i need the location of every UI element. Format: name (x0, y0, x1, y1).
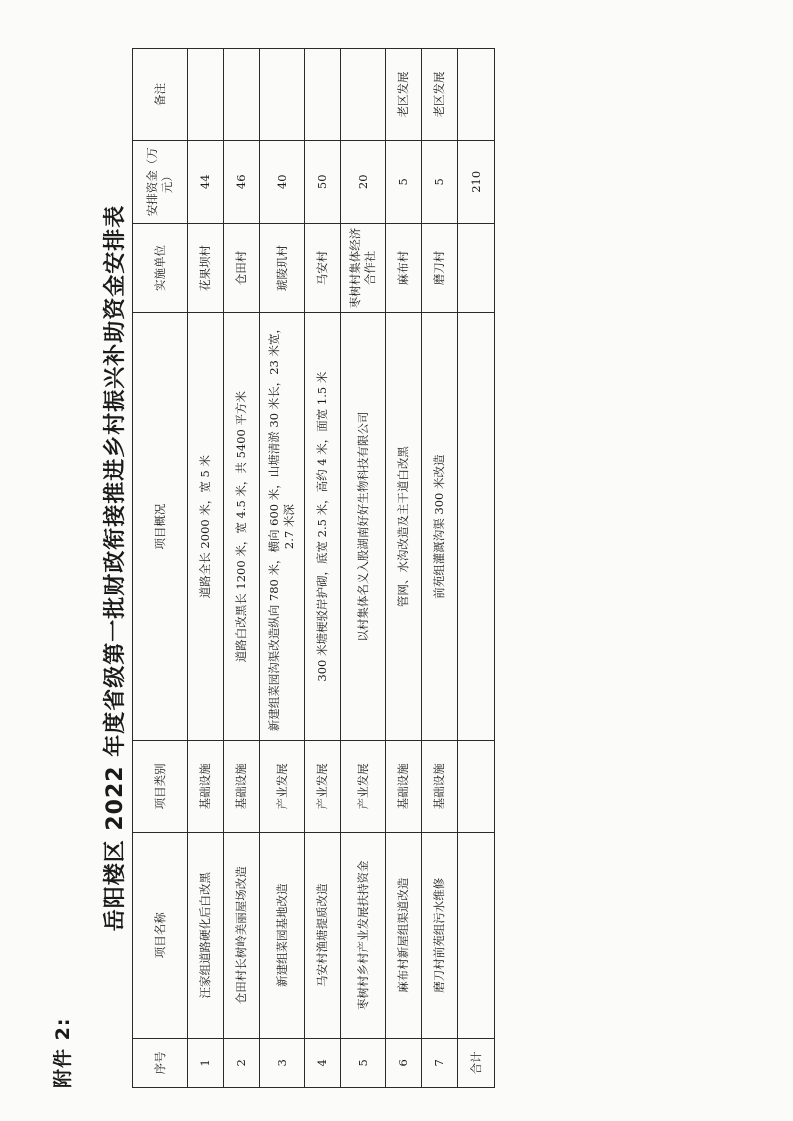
cell-fund: 50 (305, 140, 341, 223)
cell-desc: 300 米塘梗驳岸护砌，底宽 2.5 米，高约 4 米，面宽 1.5 米 (305, 313, 341, 741)
cell-no: 7 (422, 1038, 458, 1087)
document-title: 岳阳楼区 2022 年度省级第一批财政衔接推进乡村振兴补助资金安排表 (103, 204, 128, 932)
header-fund: 安排资金（万元） (133, 140, 188, 223)
table-row (224, 49, 260, 1088)
table-row (422, 49, 458, 1088)
header-unit: 实施单位 (133, 223, 188, 313)
cell-name: 新建组菜园基地改造 (260, 832, 305, 1038)
cell-unit: 马安村 (305, 223, 341, 313)
cell-note (188, 49, 224, 141)
cell-unit: 麻布村 (386, 223, 422, 313)
cell-note (224, 49, 260, 141)
cell-desc: 前苑组灌溉沟渠 300 米改造 (422, 313, 458, 741)
cell-desc: 道路白改黑长 1200 米，宽 4.5 米，共 5400 平方米 (224, 313, 260, 741)
total-empty-name (458, 832, 495, 1038)
cell-desc: 管网、水沟改造及主干道白改黑 (386, 313, 422, 741)
cell-type: 基础设施 (224, 740, 260, 832)
header-note: 备注 (133, 49, 188, 141)
total-empty-desc (458, 313, 495, 741)
cell-name: 枣树村乡村产业发展扶持资金 (341, 832, 386, 1038)
cell-desc: 道路全长 2000 米，宽 5 米 (188, 313, 224, 741)
cell-name: 仓田村长树岭美丽屋场改造 (224, 832, 260, 1038)
cell-fund: 5 (422, 140, 458, 223)
cell-type: 产业发展 (305, 740, 341, 832)
cell-name: 磨刀村前苑组污水维修 (422, 832, 458, 1038)
cell-note (341, 49, 386, 141)
cell-no: 4 (305, 1038, 341, 1087)
table-row (260, 49, 305, 1088)
total-fund: 210 (458, 140, 495, 223)
funding-table (132, 48, 495, 1088)
cell-fund: 5 (386, 140, 422, 223)
table-total-row (458, 49, 495, 1088)
rotated-content (46, 48, 483, 1088)
total-empty-unit (458, 223, 495, 313)
header-type: 项目类别 (133, 740, 188, 832)
total-empty-type (458, 740, 495, 832)
total-empty-note (458, 49, 495, 141)
cell-note: 老区发展 (386, 49, 422, 141)
table-row (386, 49, 422, 1088)
header-no: 序号 (133, 1038, 188, 1087)
cell-name: 汪家组道路硬化后白改黑 (188, 832, 224, 1038)
table-header-row (133, 49, 188, 1088)
cell-unit: 琥陵玑村 (260, 223, 305, 313)
cell-fund: 20 (341, 140, 386, 223)
cell-name: 麻布村新屋组渠道改造 (386, 832, 422, 1038)
cell-type: 产业发展 (341, 740, 386, 832)
cell-type: 产业发展 (260, 740, 305, 832)
cell-no: 2 (224, 1038, 260, 1087)
cell-unit: 枣树村集体经济合作社 (341, 223, 386, 313)
cell-type: 基础设施 (386, 740, 422, 832)
table-row (341, 49, 386, 1088)
cell-type: 基础设施 (188, 740, 224, 832)
header-name: 项目名称 (133, 832, 188, 1038)
header-desc: 项目概况 (133, 313, 188, 741)
table-row (188, 49, 224, 1088)
total-label: 合计 (458, 1038, 495, 1087)
cell-unit: 花果坝村 (188, 223, 224, 313)
cell-no: 5 (341, 1038, 386, 1087)
cell-no: 3 (260, 1038, 305, 1087)
cell-fund: 46 (224, 140, 260, 223)
cell-note: 老区发展 (422, 49, 458, 141)
cell-desc: 以村集体名义入股湖南好好生物科技有限公司 (341, 313, 386, 741)
cell-name: 马安村渔塘提质改造 (305, 832, 341, 1038)
cell-fund: 40 (260, 140, 305, 223)
table-row (305, 49, 341, 1088)
cell-unit: 仓田村 (224, 223, 260, 313)
cell-type: 基础设施 (422, 740, 458, 832)
cell-unit: 磨刀村 (422, 223, 458, 313)
cell-no: 6 (386, 1038, 422, 1087)
cell-no: 1 (188, 1038, 224, 1087)
cell-desc: 新建组菜园沟渠改造纵向 780 米，横向 600 米，山塘清淤 30 米长，23 米宽，2.7 米深 (260, 313, 305, 741)
cell-note (305, 49, 341, 141)
cell-note (260, 49, 305, 141)
cell-fund: 44 (188, 140, 224, 223)
annex-label: 附件 2: (52, 1017, 74, 1088)
